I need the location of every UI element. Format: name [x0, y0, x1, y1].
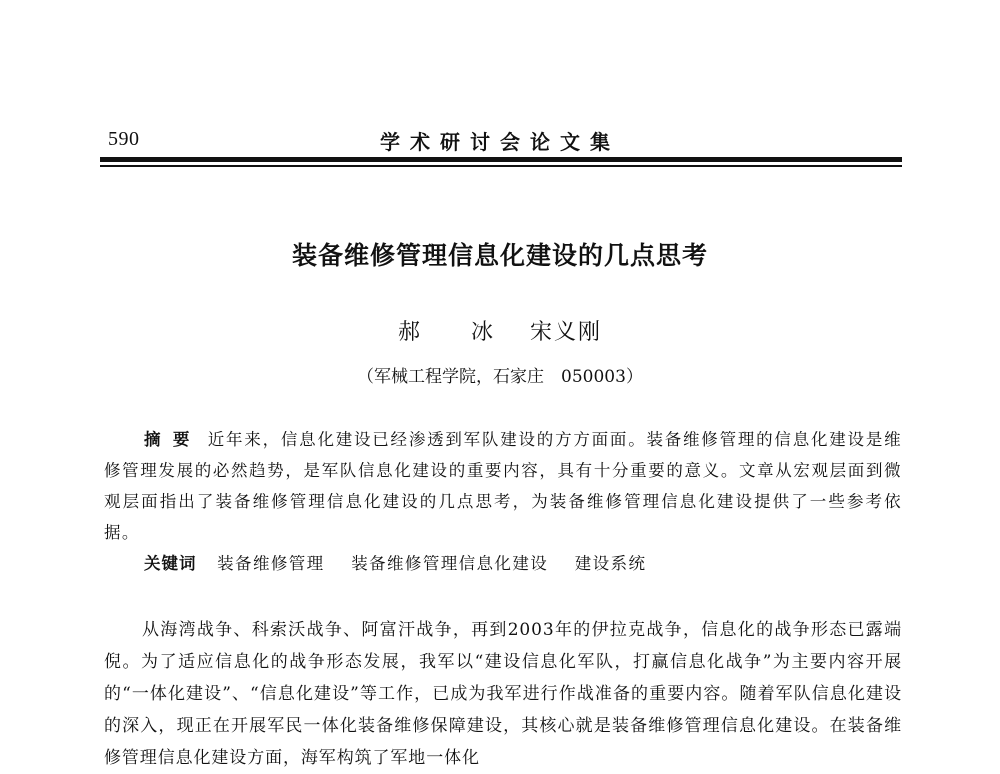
author-name: 郝 冰 [397, 320, 515, 345]
abstract-label: 摘要 [144, 430, 202, 449]
collection-title: 学术研讨会论文集 [380, 130, 620, 154]
author-line [0, 315, 1000, 346]
abstract-text: 近年来，信息化建设已经渗透到军队建设的方方面面。装备维修管理的信息化建设是维修管理发展的必然趋势，是军队信息化建设的重要内容，具有十分重要的意义。文章从宏观层面到微观层面指出了装备维修管理信息化建设的几点思考，为装备维修管理信息化建设提供了一些参考依据。 [104, 430, 903, 542]
author-name: 宋义刚 [529, 320, 602, 345]
keyword: 装备维修管理信息化建设 [351, 554, 549, 573]
paper-title: 装备维修管理信息化建设的几点思考 [291, 241, 708, 270]
page-number: 590 [108, 128, 140, 150]
body-paragraph: 从海湾战争、科索沃战争、阿富汗战争，再到2003年的伊拉克战争，信息化的战争形态已露端倪。为了适应信息化的战争形态发展，我军以“建设信息化军队，打赢信息化战争”为主要内容开展的“一体化建设”、“信息化建设”等工作，已成为我军进行作战准备的重要内容。随着军队信息化建设的深入，现正在开展军民一体化装备维修保障建设，其核心就是装备维修管理信息化建设。在装备维修管理信息化建设方面，海军构筑了军地一体化 [104, 620, 902, 768]
keyword: 装备维修管理 [217, 554, 325, 573]
running-header [102, 124, 902, 158]
keywords-label: 关键词 [144, 554, 197, 573]
abstract [104, 424, 902, 548]
header-rule-thin [100, 165, 902, 167]
keyword: 建设系统 [574, 554, 647, 573]
header-rule-thick [100, 157, 902, 162]
keywords [144, 550, 904, 574]
affiliation: （军械工程学院，石家庄 050003） [357, 367, 643, 387]
